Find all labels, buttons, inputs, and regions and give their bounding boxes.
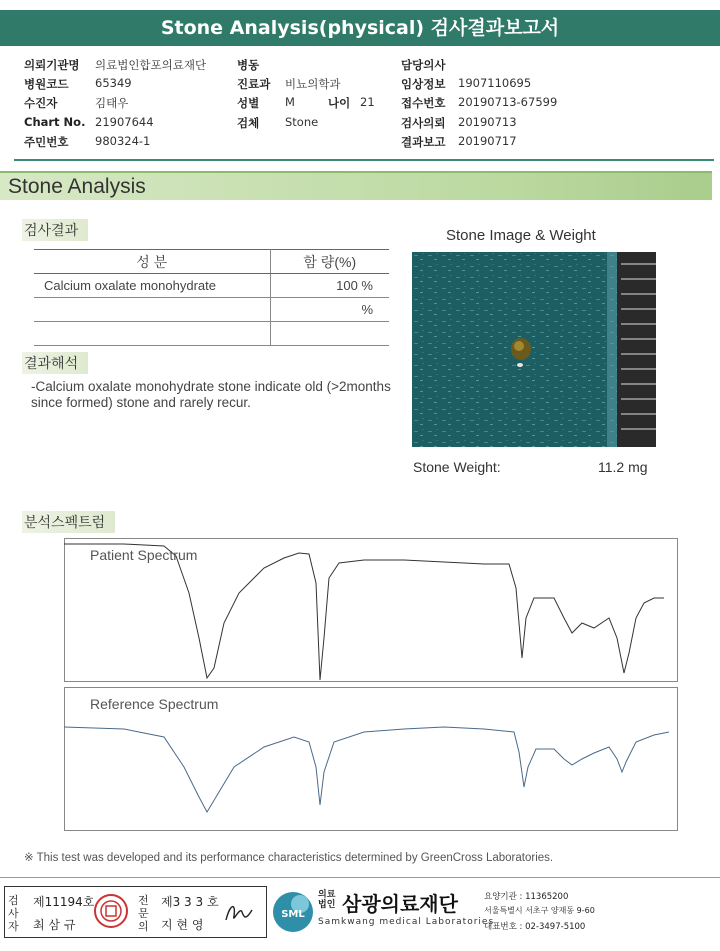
value: 20190713-67599 <box>458 95 558 109</box>
org-info-address: 서울특별시 서초구 양재동 9-60 <box>484 906 595 915</box>
org-prefix-bottom: 법인 <box>318 900 336 910</box>
header-divider <box>14 159 714 161</box>
org-name: 삼광의료재단 <box>342 892 458 916</box>
value: 의료법인합포의료재단 <box>95 58 207 72</box>
table-row <box>34 298 389 322</box>
org-prefix <box>318 890 335 910</box>
table-row <box>34 274 389 298</box>
label: 결과보고 <box>401 135 446 149</box>
reference-spectrum-title: Reference Spectrum <box>90 696 219 712</box>
signer-name-1: 최 삼 규 <box>33 918 76 932</box>
label: 병원코드 <box>24 77 69 91</box>
label: 접수번호 <box>401 96 446 110</box>
role-label-1: 검사자 <box>8 894 19 933</box>
signer-name-2: 지 현 영 <box>161 918 204 932</box>
patient-spectrum-title: Patient Spectrum <box>90 547 198 563</box>
col-component: 성 분 <box>34 250 270 274</box>
license-1: 제11194호 <box>33 895 95 909</box>
label: 검체 <box>237 116 260 130</box>
component-cell <box>34 322 270 346</box>
value: 1907110695 <box>458 76 532 90</box>
value: 김태우 <box>95 96 129 110</box>
stone-image-caption: Stone Image & Weight <box>446 227 596 244</box>
content-cell: 100 % <box>270 274 389 298</box>
col-content: 함 량(%) <box>270 250 389 274</box>
value: 21907644 <box>95 115 154 129</box>
content-cell: % <box>270 298 389 322</box>
label: 수진자 <box>24 96 58 110</box>
value: 980324-1 <box>95 134 151 148</box>
report-title: Stone Analysis(physical) 검사결과보고서 <box>0 10 720 46</box>
org-prefix-top: 의료 <box>318 890 336 900</box>
org-info-code: 요양기관 : 11365200 <box>484 892 569 902</box>
value: Stone <box>285 115 319 129</box>
footnote: ※ This test was developed and its performance characteristics determined by GreenCross Laboratories. <box>24 852 554 864</box>
value: M <box>285 95 295 109</box>
section-title: Stone Analysis <box>8 175 146 198</box>
interpretation-heading: 결과해석 <box>22 352 88 374</box>
value: 65349 <box>95 76 132 90</box>
license-2: 제3 3 3 호 <box>161 895 219 909</box>
seal-icon <box>93 893 129 929</box>
result-table <box>34 249 389 346</box>
label: 성별 <box>237 96 260 110</box>
label: 주민번호 <box>24 135 69 149</box>
value: 21 <box>360 95 375 109</box>
org-info-phone: 대표번호 : 02-3497-5100 <box>484 922 586 932</box>
footer <box>0 884 720 944</box>
label: 나이 <box>328 96 351 110</box>
interpretation-text: -Calcium oxalate monohydrate stone indicate old (>2months since formed) stone and rarely recur. <box>31 379 391 410</box>
content-cell <box>270 322 389 346</box>
label: 의뢰기관명 <box>24 58 80 72</box>
org-english-name: Samkwang medical Laboratories <box>318 917 495 927</box>
value: 비뇨의학과 <box>285 77 341 91</box>
spectrum-heading: 분석스펙트럼 <box>22 511 115 533</box>
stone-weight-value: 11.2 mg <box>598 459 648 475</box>
label: 진료과 <box>237 77 271 91</box>
label: 담당의사 <box>401 58 446 72</box>
patient-spectrum <box>64 538 678 685</box>
reference-spectrum <box>64 687 678 834</box>
signature-icon <box>222 898 258 928</box>
value: 20190713 <box>458 115 517 129</box>
component-cell <box>34 298 270 322</box>
label: 검사의뢰 <box>401 116 446 130</box>
result-table-header <box>34 250 389 274</box>
value: 20190717 <box>458 134 517 148</box>
logo-text: SML <box>281 909 305 920</box>
footer-divider <box>0 877 720 878</box>
label: 병동 <box>237 58 260 72</box>
component-cell: Calcium oxalate monohydrate <box>34 274 270 298</box>
sml-logo-icon <box>270 889 316 935</box>
stone-photo-drawing <box>412 252 656 447</box>
stone-photo <box>412 252 656 447</box>
table-row <box>34 322 389 346</box>
result-heading: 검사결과 <box>22 219 88 241</box>
stone-weight-label: Stone Weight: <box>413 459 501 475</box>
label: 임상정보 <box>401 77 446 91</box>
role-label-2: 전문의 <box>138 894 149 933</box>
label: Chart No. <box>24 115 86 129</box>
section-band <box>0 171 712 200</box>
